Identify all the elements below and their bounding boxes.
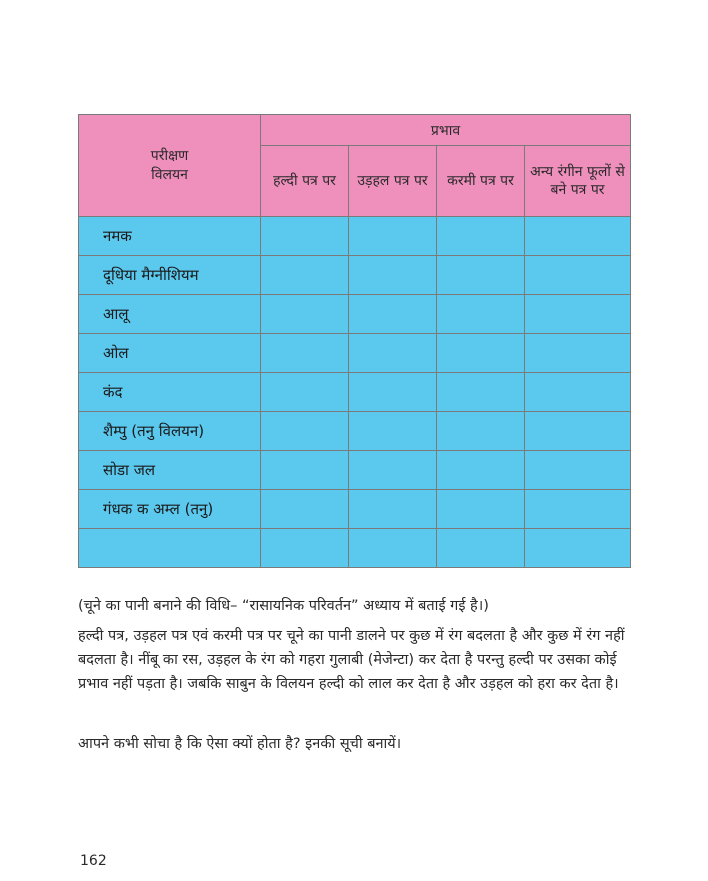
empty-cell: [261, 373, 349, 412]
empty-cell: [525, 373, 631, 412]
row-label: नमक: [79, 217, 261, 256]
table-header-row: [79, 115, 631, 146]
table-row: [79, 295, 631, 334]
row-label: सोडा जल: [79, 451, 261, 490]
empty-cell: [437, 412, 525, 451]
empty-cell: [349, 490, 437, 529]
row-label: ओल: [79, 334, 261, 373]
empty-cell: [437, 451, 525, 490]
column-header: उड़हल पत्र पर: [349, 146, 437, 217]
empty-cell: [349, 412, 437, 451]
results-table: [78, 114, 631, 568]
empty-cell: [349, 295, 437, 334]
table-row: [79, 217, 631, 256]
empty-cell: [437, 256, 525, 295]
paragraph-text: हल्दी पत्र, उड़हल पत्र एवं करमी पत्र पर चूने का पानी डालने पर कुछ में रंग बदलता है और कुछ में रंग नहीं बदलता है। नींबू का रस, उड़हल के रंग को गहरा गुलाबी (मेजेन्टा) कर देता है परन्तु हल्दी पर उसका कोई प्रभाव नहीं पड़ता है। जबकि साबुन के विलयन हल्दी को लाल कर देता है और उड़हल को हरा कर देता है।: [78, 628, 625, 692]
empty-cell: [525, 334, 631, 373]
empty-cell: [349, 373, 437, 412]
table-row: [79, 412, 631, 451]
table-row: [79, 451, 631, 490]
empty-cell: [261, 295, 349, 334]
empty-cell: [525, 451, 631, 490]
empty-cell: [349, 529, 437, 568]
effect-header: प्रभाव: [261, 115, 631, 146]
row-label: गंधक क अम्ल (तनु): [79, 490, 261, 529]
empty-cell: [261, 529, 349, 568]
table-row: [79, 529, 631, 568]
empty-cell: [261, 334, 349, 373]
row-label: शैम्पु (तनु विलयन): [79, 412, 261, 451]
question-text: आपने कभी सोचा है कि ऐसा क्यों होता है? इनकी सूची बनायें।: [78, 736, 402, 752]
note-text: (चूने का पानी बनाने की विधि– “रासायनिक परिवर्तन” अध्याय में बताई गई है।): [78, 598, 489, 614]
empty-cell: [525, 256, 631, 295]
row-label: दूधिया मैग्नीशियम: [79, 256, 261, 295]
empty-cell: [261, 451, 349, 490]
empty-cell: [261, 490, 349, 529]
empty-cell: [349, 256, 437, 295]
empty-cell: [437, 490, 525, 529]
empty-cell: [525, 412, 631, 451]
table-row: [79, 373, 631, 412]
empty-cell: [437, 217, 525, 256]
row-label: [79, 529, 261, 568]
empty-cell: [525, 295, 631, 334]
test-solution-header: परीक्षण विलयन: [79, 115, 261, 217]
empty-cell: [349, 451, 437, 490]
page-number: 162: [80, 853, 107, 869]
empty-cell: [437, 373, 525, 412]
empty-cell: [437, 295, 525, 334]
empty-cell: [525, 529, 631, 568]
table-row: [79, 490, 631, 529]
column-header: हल्दी पत्र पर: [261, 146, 349, 217]
empty-cell: [349, 217, 437, 256]
column-header: अन्य रंगीन फूलों से बने पत्र पर: [525, 146, 631, 217]
empty-cell: [261, 217, 349, 256]
row-label: कंद: [79, 373, 261, 412]
empty-cell: [261, 412, 349, 451]
table-row: [79, 256, 631, 295]
empty-cell: [261, 256, 349, 295]
empty-cell: [525, 217, 631, 256]
empty-cell: [437, 529, 525, 568]
row-label: आलू: [79, 295, 261, 334]
table-row: [79, 334, 631, 373]
empty-cell: [437, 334, 525, 373]
empty-cell: [525, 490, 631, 529]
column-header: करमी पत्र पर: [437, 146, 525, 217]
empty-cell: [349, 334, 437, 373]
